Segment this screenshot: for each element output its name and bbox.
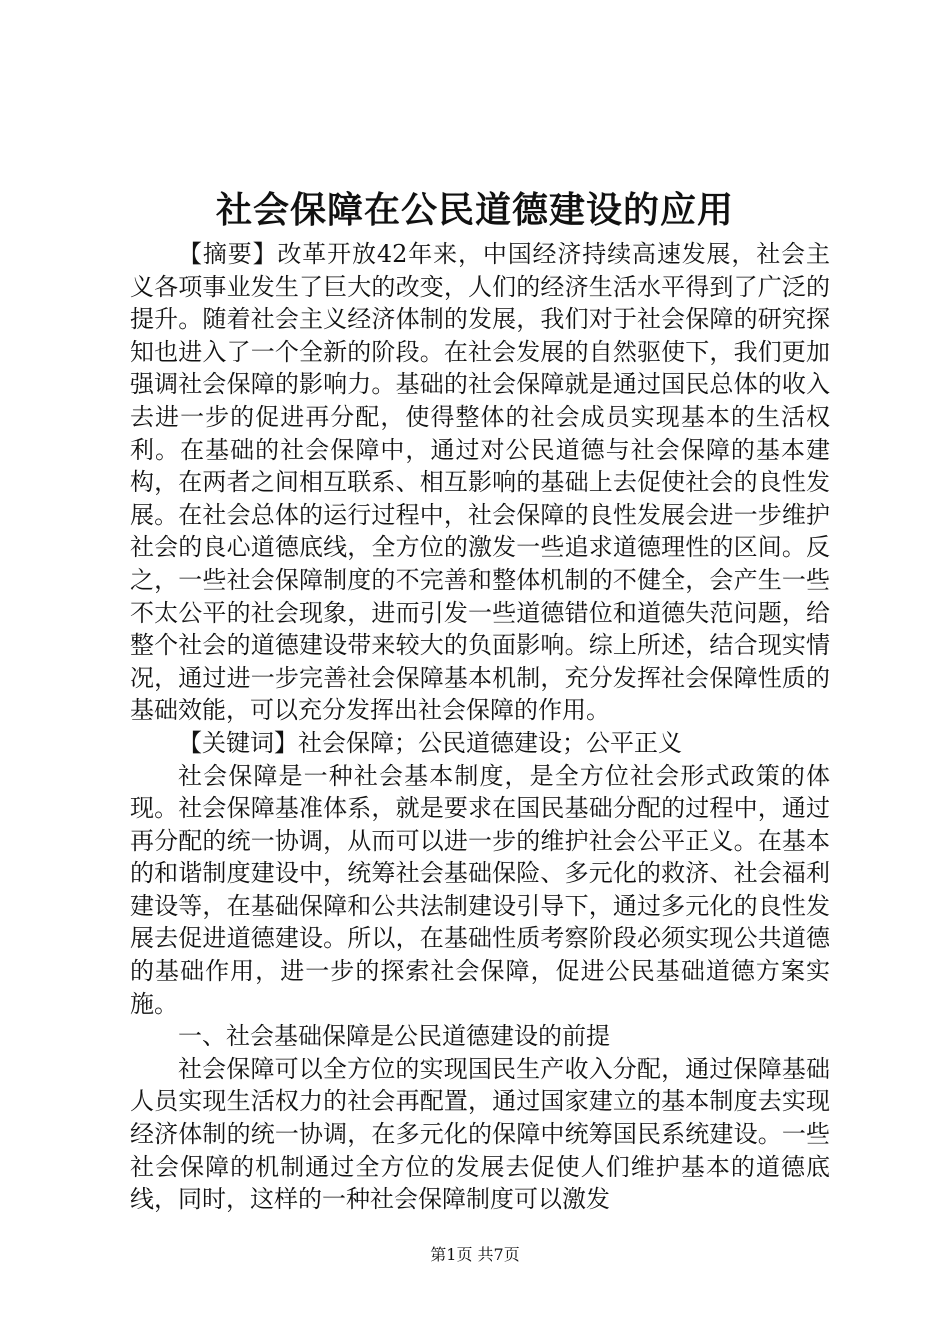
section-paragraph: 社会保障可以全方位的实现国民生产收入分配，通过保障基础人员实现生活权力的社会再配置，通过国家建立的基本制度去实现经济体制的统一协调，在多元化的保障中统筹国民系统建设。一些社会保障的机制通过全方位的发展去促使人们维护基本的道德底线，同时，这样的一种社会保障制度可以激发 [130,1054,830,1214]
keywords-paragraph: 【关键词】社会保障；公民道德建设；公平正义 [178,728,682,757]
document-title: 社会保障在公民道德建设的应用 [215,189,734,231]
intro-paragraph: 社会保障是一种社会基本制度，是全方位社会形式政策的体现。社会保障基准体系，就是要求在国民基础分配的过程中，通过再分配的统一协调，从而可以进一步的维护社会公平正义。在基本的和谐制度建设中，统筹社会基础保险、多元化的救济、社会福利建设等，在基础保障和公共法制建设引导下，通过多元化的良性发展去促进道德建设。所以，在基础性质考察阶段必须实现公共道德的基础作用，进一步的探索社会保障，促进公民基础道德方案实施。 [130,761,830,1018]
document-body [130,238,830,1216]
page-footer: 第1页 共7页 [430,1245,520,1264]
section-heading: 一、社会基础保障是公民道德建设的前提 [178,1022,610,1051]
abstract-paragraph: 【摘要】改革开放42年来，中国经济持续高速发展，社会主义各项事业发生了巨大的改变，人们的经济生活水平得到了广泛的提升。随着社会主义经济体制的发展，我们对于社会保障的研究探知也进入了一个全新的阶段。在社会发展的自然驱使下，我们更加强调社会保障的影响力。基础的社会保障就是通过国民总体的收入去进一步的促进再分配，使得整体的社会成员实现基本的生活权利。在基础的社会保障中，通过对公民道德与社会保障的基本建构，在两者之间相互联系、相互影响的基础上去促使社会的良性发展。在社会总体的运行过程中，社会保障的良性发展会进一步维护社会的良心道德底线，全方位的激发一些追求道德理性的区间。反之，一些社会保障制度的不完善和整体机制的不健全，会产生一些不太公平的社会现象，进而引发一些道德错位和道德失范问题，给整个社会的道德建设带来较大的负面影响。综上所述，结合现实情况，通过进一步完善社会保障基本机制，充分发挥社会保障性质的基础效能，可以充分发挥出社会保障的作用。 [130,240,830,725]
